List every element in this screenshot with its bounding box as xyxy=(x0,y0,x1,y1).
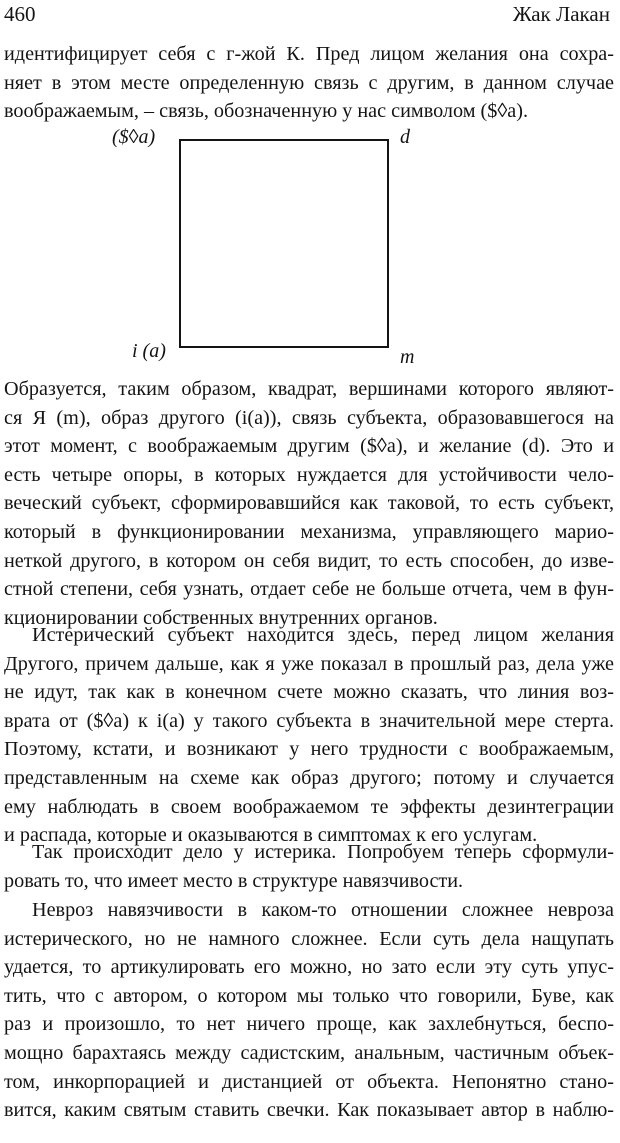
text-line: и распада, которые и оказываются в симптомах к его услугам. xyxy=(4,824,538,847)
page-number: 460 xyxy=(4,2,36,26)
label-top-left: ($◊a) xyxy=(112,126,156,148)
text-line: стной степени, себя узнать, отдает себе не больше отчета, чем в фун- xyxy=(4,578,614,601)
text-line: Невроз навязчивости в каком-то отношении сложнее невроза xyxy=(32,899,614,921)
paragraph-4 xyxy=(4,838,614,895)
text-line: мощно барахтаясь между садистским, анальным, частичным объек- xyxy=(4,1041,614,1064)
label-bottom-right: m xyxy=(400,346,415,368)
running-head: Жак Лакан xyxy=(512,2,610,26)
text-line: Так происходит дело у истерика. Попробуем теперь сформули- xyxy=(32,841,614,863)
page-header xyxy=(4,2,610,32)
square-outline xyxy=(180,140,388,347)
text-line: Поэтому, кстати, и возникают у него трудности с воображаемым, xyxy=(4,738,614,761)
text-line: веческий субъект, сформировавшийся как таковой, то есть субъект, xyxy=(4,492,614,515)
square-figure xyxy=(0,120,620,370)
text-line: ровать то, что имеет место в структуре навязчивости. xyxy=(4,869,464,892)
text-line: представленным на схеме как образ другого; потому и случается xyxy=(4,766,614,789)
paragraph-5 xyxy=(4,896,614,1125)
text-line: этот момент, с воображаемым другим ($◊a), и желание (d). Это и xyxy=(4,435,614,458)
paragraph-1 xyxy=(4,40,614,126)
label-top-right: d xyxy=(400,126,410,148)
text-line: кционировании собственных внутренних органов. xyxy=(4,606,438,629)
text-line: ся Я (m), образ другого (i(a)), связь субъекта, образовавшегося на xyxy=(4,406,614,429)
text-line: воображаемым, – связь, обозначенную у нас символом ($◊a). xyxy=(4,100,529,123)
text-line: раз и произошло, то нет ничего проще, как захлебнуться, беспо- xyxy=(4,1013,614,1036)
schema-diagram xyxy=(0,120,620,370)
text-line: истерического, но не намного сложнее. Если суть дела нащупать xyxy=(4,927,614,950)
text-line: который в функционировании механизма, управляющего марио- xyxy=(4,520,614,543)
text-line: вится, каким святым ставить свечки. Как показывает автор в наблю- xyxy=(4,1099,614,1122)
paragraph-3 xyxy=(4,621,614,850)
paragraph-2 xyxy=(4,375,614,632)
text-line: том, инкорпорацией и дистанцией от объекта. Непонятно стано- xyxy=(4,1070,614,1093)
text-line: удается, то артикулировать его можно, но зато если эту суть упус- xyxy=(4,956,614,979)
text-line: врата от ($◊a) к i(a) у такого субъекта в значительной мере стерта. xyxy=(4,709,614,732)
text-line: Истерический субъект находится здесь, перед лицом желания xyxy=(32,624,614,646)
text-line: ему наблюдать в своем воображаемом те эффекты дезинтеграции xyxy=(4,795,614,818)
text-line: не идут, так как в конечном счете можно сказать, что линия воз- xyxy=(4,681,614,704)
label-bottom-left: i (a) xyxy=(132,340,166,362)
text-line: няет в этом месте определенную связь с другим, в данном случае xyxy=(4,71,614,94)
text-line: неткой другого, в котором он себя видит, то есть способен, до изве- xyxy=(4,549,614,572)
text-line: Образуется, таким образом, квадрат, вершинами которого являют- xyxy=(4,378,614,400)
text-line: Другого, причем дальше, как я уже показал в прошлый раз, дела уже xyxy=(4,652,614,675)
text-line: тить, что с автором, о котором мы только что говорили, Буве, как xyxy=(4,984,614,1007)
text-line: есть четыре опоры, в которых нуждается для устойчивости чело- xyxy=(4,463,614,486)
text-line: идентифицирует себя с г-жой К. Пред лицом желания она сохра- xyxy=(4,43,614,65)
